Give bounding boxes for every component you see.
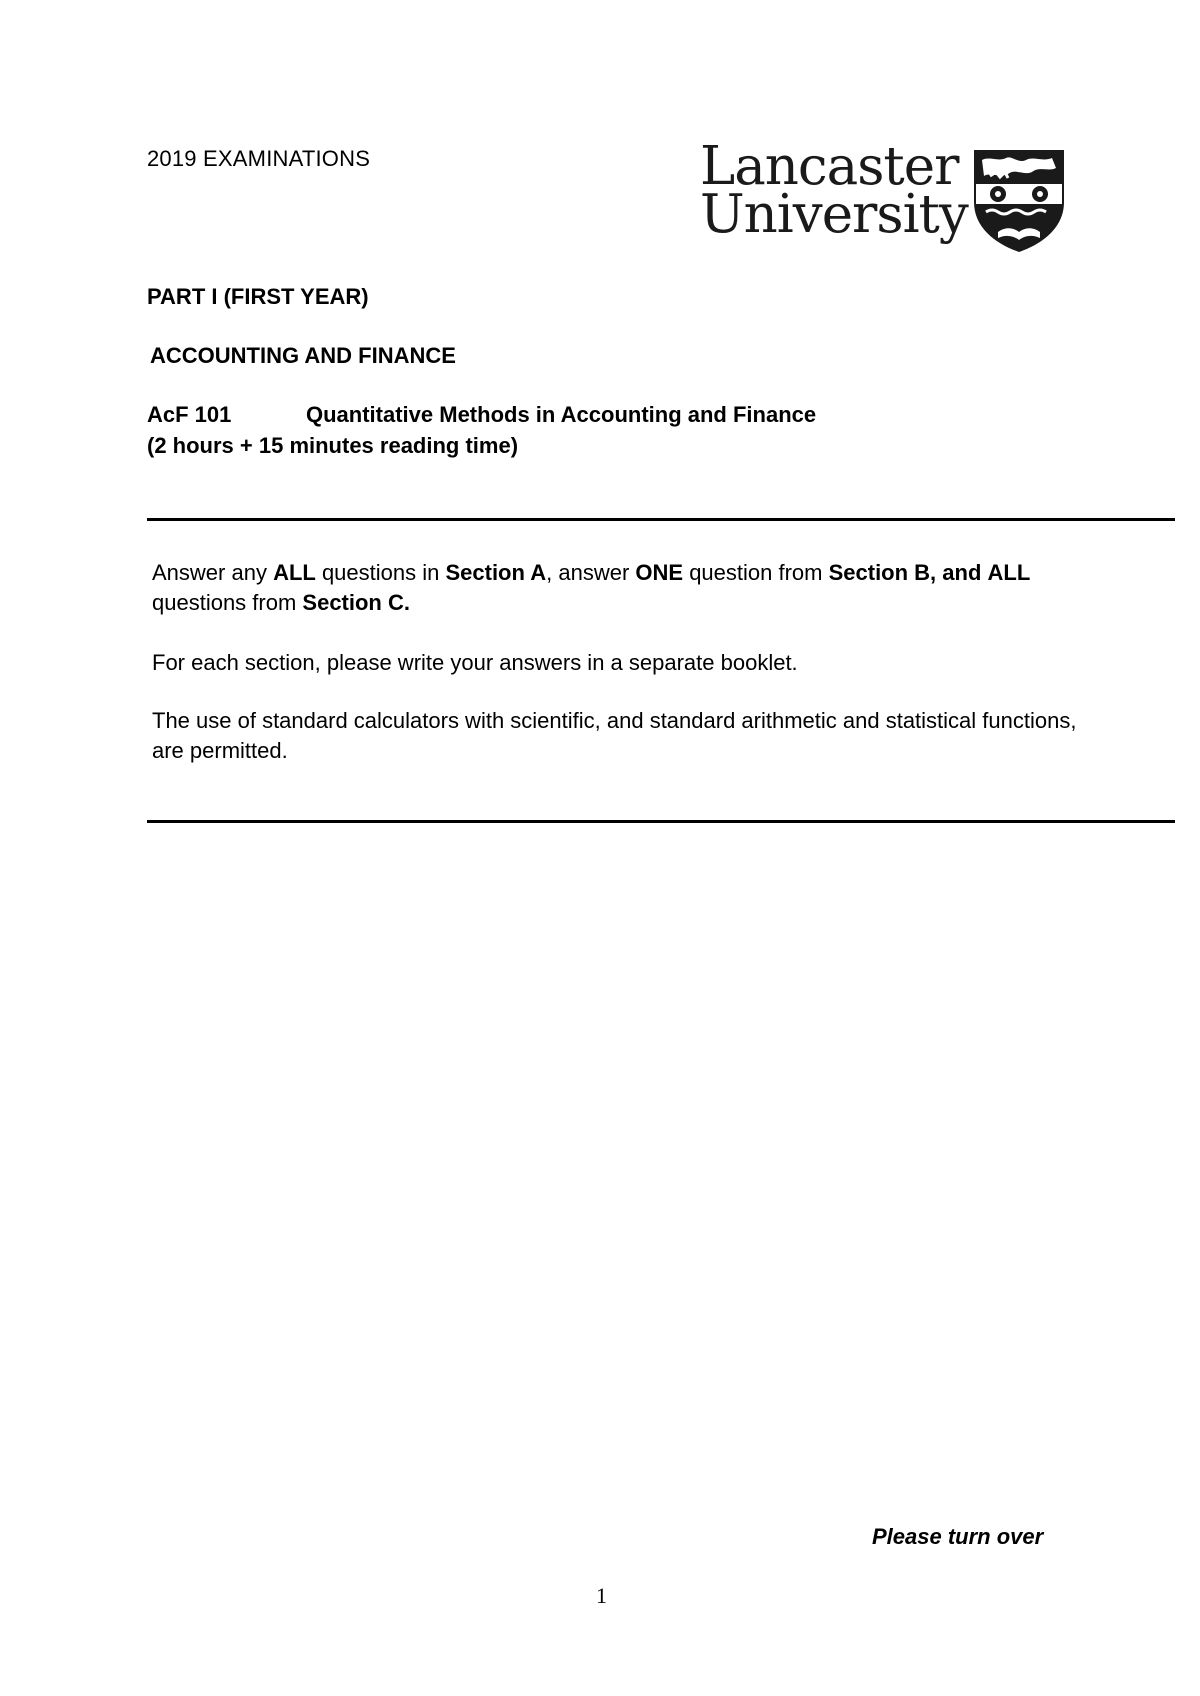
logo-line-1: Lancaster (700, 136, 959, 197)
instruction-text: question from (683, 560, 829, 585)
instruction-emphasis: ALL (987, 560, 1031, 585)
page-number: 1 (596, 1583, 607, 1608)
instruction-text: Answer any (152, 560, 274, 585)
university-logo (700, 136, 1070, 254)
logo-line-2: University (700, 184, 968, 245)
course-title: Quantitative Methods in Accounting and Finance (306, 402, 817, 427)
university-crest-icon (972, 146, 1066, 254)
instruction-calculators: The use of standard calculators with scientific, and standard arithmetic and statistical functions, are permitted. (152, 708, 1077, 763)
instruction-text: questions from (152, 590, 303, 615)
instruction-emphasis: ONE (635, 560, 684, 585)
divider-bottom (147, 820, 1175, 823)
exam-part: PART I (FIRST YEAR) (147, 284, 369, 309)
instruction-sections (152, 558, 1082, 618)
course-code: AcF 101 (147, 402, 232, 427)
department-title: ACCOUNTING AND FINANCE (150, 343, 456, 368)
instruction-emphasis: Section C. (302, 590, 410, 615)
instruction-booklets: For each section, please write your answers in a separate booklet. (152, 650, 798, 675)
instruction-emphasis: Section B, and (828, 560, 982, 585)
exam-duration: (2 hours + 15 minutes reading time) (147, 433, 519, 458)
divider-top (147, 518, 1175, 521)
please-turn-over: Please turn over (872, 1524, 1044, 1549)
instruction-text: questions in (315, 560, 446, 585)
exam-year: 2019 EXAMINATIONS (147, 146, 371, 171)
instruction-emphasis: ALL (273, 560, 316, 585)
instruction-emphasis: Section A (445, 560, 547, 585)
instruction-text: , answer (546, 560, 636, 585)
